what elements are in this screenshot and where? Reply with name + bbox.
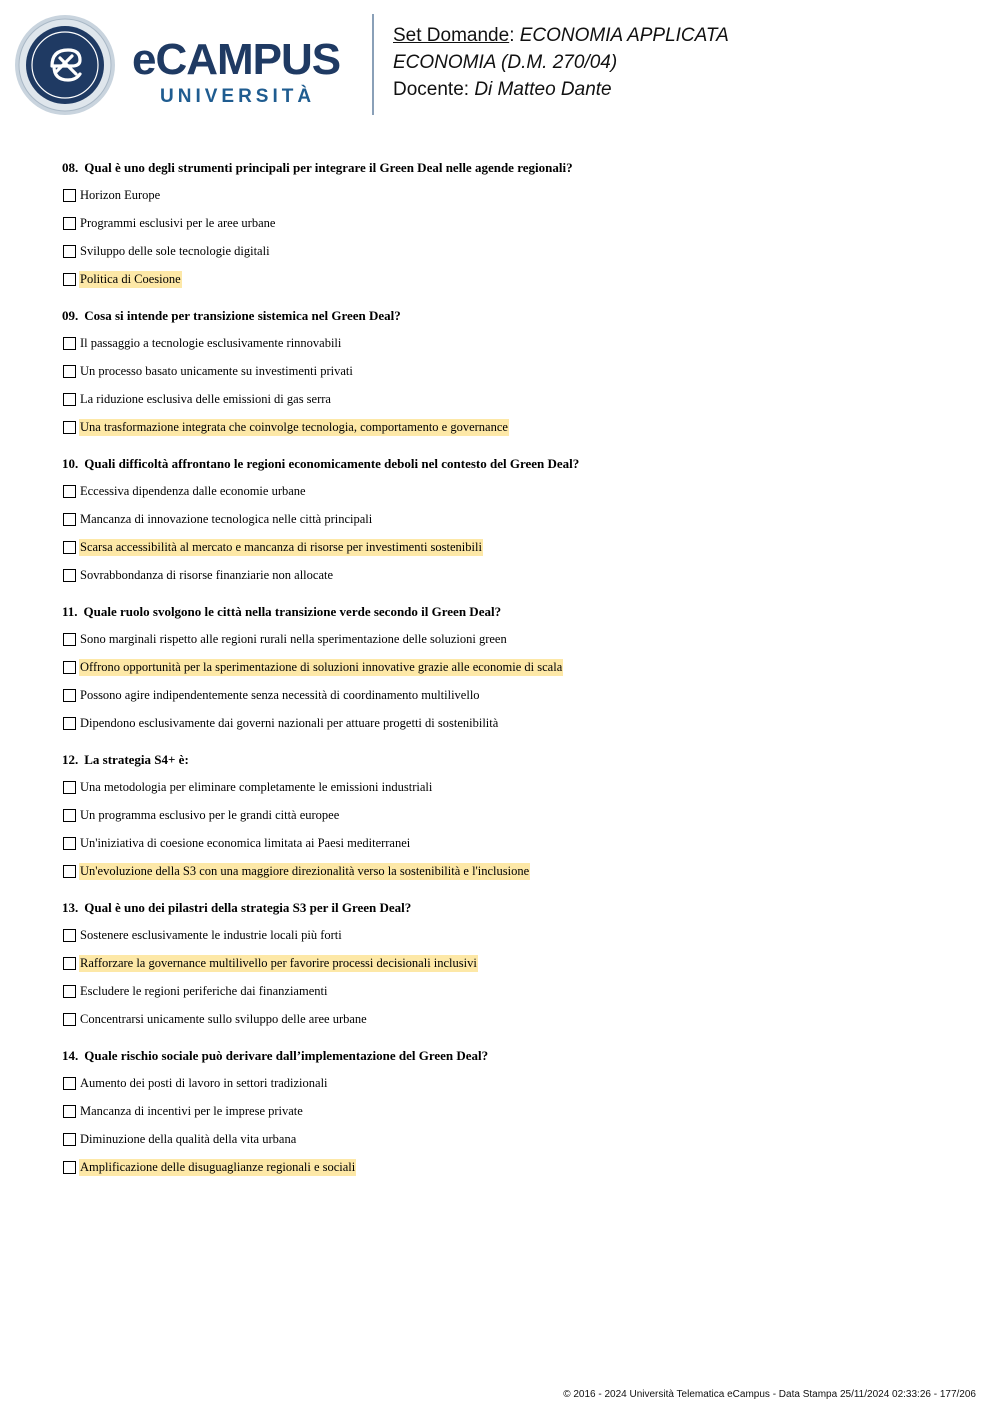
question-text: Qual è uno dei pilastri della strategia S3 per il Green Deal? xyxy=(84,900,412,915)
answer-checkbox[interactable] xyxy=(63,421,76,434)
question-list xyxy=(62,160,962,1196)
teacher-label: Docente: xyxy=(393,79,475,100)
answer-text: Diminuzione della qualità della vita urbana xyxy=(80,1131,297,1146)
question-block xyxy=(62,308,962,441)
answer-text: Un processo basato unicamente su investimenti privati xyxy=(80,363,353,378)
teacher-line xyxy=(393,76,729,103)
answer-option[interactable] xyxy=(62,237,962,265)
question-number: 12. xyxy=(62,752,79,767)
answer-option[interactable] xyxy=(62,413,962,441)
answer-checkbox[interactable] xyxy=(63,929,76,942)
question-title xyxy=(62,1048,962,1064)
degree-line: ECONOMIA (D.M. 270/04) xyxy=(393,52,618,73)
answer-checkbox[interactable] xyxy=(63,1105,76,1118)
answer-option[interactable] xyxy=(62,477,962,505)
teacher-name: Di Matteo Dante xyxy=(474,79,612,100)
answer-option[interactable] xyxy=(62,829,962,857)
answer-checkbox[interactable] xyxy=(63,661,76,674)
answer-option[interactable] xyxy=(62,653,962,681)
answer-checkbox[interactable] xyxy=(63,985,76,998)
question-title xyxy=(62,308,962,324)
answer-checkbox[interactable] xyxy=(63,245,76,258)
question-block xyxy=(62,1048,962,1181)
question-text: Quale ruolo svolgono le città nella transizione verde secondo il Green Deal? xyxy=(83,604,502,619)
answer-text: Dipendono esclusivamente dai governi nazionali per attuare progetti di sostenibilità xyxy=(80,715,499,730)
answer-option[interactable] xyxy=(62,709,962,737)
answer-checkbox[interactable] xyxy=(63,781,76,794)
page-header xyxy=(0,0,1000,130)
question-block xyxy=(62,604,962,737)
course-title-line xyxy=(393,22,729,49)
answer-checkbox[interactable] xyxy=(63,189,76,202)
answer-text: Sovrabbondanza di risorse finanziarie non allocate xyxy=(80,567,334,582)
answer-text-correct: Amplificazione delle disuguaglianze regionali e sociali xyxy=(80,1159,356,1174)
answer-option[interactable] xyxy=(62,533,962,561)
answer-text: Escludere le regioni periferiche dai finanziamenti xyxy=(80,983,328,998)
question-number: 11. xyxy=(62,604,78,619)
answer-option[interactable] xyxy=(62,857,962,885)
answer-option[interactable] xyxy=(62,265,962,293)
answer-text: Possono agire indipendentemente senza necessità di coordinamento multilivello xyxy=(80,687,480,702)
logo-wordmark: eCAMPUS xyxy=(132,35,341,84)
question-number: 13. xyxy=(62,900,79,915)
question-number: 14. xyxy=(62,1048,79,1063)
answer-text: Eccessiva dipendenza dalle economie urbane xyxy=(80,483,306,498)
question-block xyxy=(62,900,962,1033)
answer-checkbox[interactable] xyxy=(63,1161,76,1174)
question-number: 09. xyxy=(62,308,79,323)
question-text: Quali difficoltà affrontano le regioni economicamente deboli nel contesto del Green Deal? xyxy=(84,456,580,471)
answer-checkbox[interactable] xyxy=(63,217,76,230)
answer-text: La riduzione esclusiva delle emissioni di gas serra xyxy=(80,391,331,406)
answer-checkbox[interactable] xyxy=(63,337,76,350)
question-block xyxy=(62,752,962,885)
answer-text: Mancanza di incentivi per le imprese private xyxy=(80,1103,303,1118)
answer-text-correct: Scarsa accessibilità al mercato e mancanza di risorse per investimenti sostenibili xyxy=(80,539,482,554)
question-number: 08. xyxy=(62,160,79,175)
answer-checkbox[interactable] xyxy=(63,569,76,582)
answer-text: Sostenere esclusivamente le industrie locali più forti xyxy=(80,927,342,942)
answer-option[interactable] xyxy=(62,625,962,653)
answer-option[interactable] xyxy=(62,505,962,533)
answer-option[interactable] xyxy=(62,681,962,709)
answer-text: Mancanza di innovazione tecnologica nelle città principali xyxy=(80,511,373,526)
ecampus-logo-icon xyxy=(14,14,116,116)
answer-option[interactable] xyxy=(62,1097,962,1125)
answer-text-correct: Offrono opportunità per la sperimentazione di soluzioni innovative grazie alle economie di scala xyxy=(80,659,563,674)
answer-text: Horizon Europe xyxy=(80,187,161,202)
question-title xyxy=(62,456,962,472)
answer-option[interactable] xyxy=(62,801,962,829)
answer-option[interactable] xyxy=(62,329,962,357)
question-title xyxy=(62,604,962,620)
answer-option[interactable] xyxy=(62,385,962,413)
answer-text: Un programma esclusivo per le grandi città europee xyxy=(80,807,340,822)
question-text: Cosa si intende per transizione sistemica nel Green Deal? xyxy=(84,308,401,323)
course-info xyxy=(393,22,729,103)
answer-checkbox[interactable] xyxy=(63,689,76,702)
answer-option[interactable] xyxy=(62,561,962,589)
answer-checkbox[interactable] xyxy=(63,957,76,970)
answer-text: Un'iniziativa di coesione economica limitata ai Paesi mediterranei xyxy=(80,835,411,850)
answer-text-correct: Una trasformazione integrata che coinvolge tecnologia, comportamento e governance xyxy=(80,419,508,434)
answer-option[interactable] xyxy=(62,1069,962,1097)
answer-option[interactable] xyxy=(62,357,962,385)
answer-option[interactable] xyxy=(62,1005,962,1033)
answer-option[interactable] xyxy=(62,949,962,977)
answer-text: Aumento dei posti di lavoro in settori tradizionali xyxy=(80,1075,328,1090)
answer-option[interactable] xyxy=(62,773,962,801)
page-footer: © 2016 - 2024 Università Telematica eCampus - Data Stampa 25/11/2024 02:33:26 - 177/206 xyxy=(563,1389,976,1400)
question-title xyxy=(62,160,962,176)
question-text: La strategia S4+ è: xyxy=(84,752,189,767)
answer-text: Programmi esclusivi per le aree urbane xyxy=(80,215,276,230)
answer-checkbox[interactable] xyxy=(63,485,76,498)
answer-checkbox[interactable] xyxy=(63,541,76,554)
answer-checkbox[interactable] xyxy=(63,865,76,878)
answer-checkbox[interactable] xyxy=(63,365,76,378)
answer-checkbox[interactable] xyxy=(63,837,76,850)
course-title: ECONOMIA APPLICATA xyxy=(519,25,729,46)
answer-checkbox[interactable] xyxy=(63,1077,76,1090)
question-title xyxy=(62,900,962,916)
answer-text: Una metodologia per eliminare completamente le emissioni industriali xyxy=(80,779,433,794)
answer-checkbox[interactable] xyxy=(63,633,76,646)
answer-checkbox[interactable] xyxy=(63,393,76,406)
set-separator: : xyxy=(509,25,520,46)
answer-checkbox[interactable] xyxy=(63,1013,76,1026)
question-block xyxy=(62,160,962,293)
answer-checkbox[interactable] xyxy=(63,513,76,526)
answer-text: Sono marginali rispetto alle regioni rurali nella sperimentazione delle soluzioni green xyxy=(80,631,507,646)
answer-option[interactable] xyxy=(62,209,962,237)
answer-option[interactable] xyxy=(62,921,962,949)
question-block xyxy=(62,456,962,589)
set-label: Set Domande xyxy=(393,25,510,46)
question-text: Quale rischio sociale può derivare dall’implementazione del Green Deal? xyxy=(84,1048,489,1063)
answer-checkbox[interactable] xyxy=(63,1133,76,1146)
answer-text-correct: Un'evoluzione della S3 con una maggiore direzionalità verso la sostenibilità e l'inclusione xyxy=(80,863,530,878)
answer-option[interactable] xyxy=(62,977,962,1005)
header-divider xyxy=(372,14,374,115)
answer-option[interactable] xyxy=(62,1153,962,1181)
answer-text-correct: Politica di Coesione xyxy=(80,271,181,286)
question-title xyxy=(62,752,962,768)
answer-checkbox[interactable] xyxy=(63,809,76,822)
answer-text: Il passaggio a tecnologie esclusivamente rinnovabili xyxy=(80,335,342,350)
question-number: 10. xyxy=(62,456,79,471)
logo-subtitle: UNIVERSITÀ xyxy=(160,86,316,107)
answer-option[interactable] xyxy=(62,1125,962,1153)
answer-checkbox[interactable] xyxy=(63,717,76,730)
question-text: Qual è uno degli strumenti principali per integrare il Green Deal nelle agende regionali? xyxy=(84,160,573,175)
answer-text: Sviluppo delle sole tecnologie digitali xyxy=(80,243,270,258)
answer-text: Concentrarsi unicamente sullo sviluppo delle aree urbane xyxy=(80,1011,367,1026)
answer-option[interactable] xyxy=(62,181,962,209)
answer-text-correct: Rafforzare la governance multilivello per favorire processi decisionali inclusivi xyxy=(80,955,477,970)
answer-checkbox[interactable] xyxy=(63,273,76,286)
